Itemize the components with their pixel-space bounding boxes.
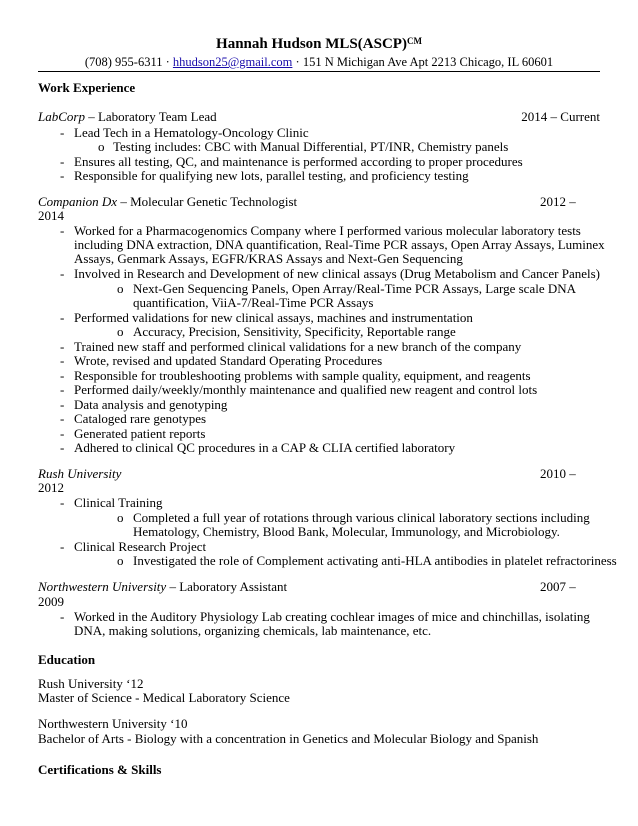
job-dates-end: 2009 [38, 594, 64, 609]
dash-bullet: - [60, 382, 65, 397]
dash-bullet: - [60, 353, 65, 368]
job-dates-end: 2012 [38, 480, 64, 495]
circle-bullet: o [117, 281, 124, 296]
job-dates: 2014 – Current [521, 109, 600, 124]
dash-bullet: - [60, 154, 65, 169]
email-link[interactable]: hhudson25@gmail.com [172, 55, 293, 69]
job-title: – Molecular Genetic Technologist [117, 194, 298, 209]
education-degree: Bachelor of Arts - Biology with a concentration in Genetics and Molecular Biology and Spanish [38, 731, 539, 746]
bullet-item: Trained new staff and performed clinical validations for a new branch of the company [74, 339, 522, 354]
bullet-item: Wrote, revised and updated Standard Operating Procedures [74, 353, 383, 368]
dash-bullet: - [60, 125, 65, 140]
job-header-northwestern [38, 579, 287, 594]
job-title: – Laboratory Assistant [166, 579, 288, 594]
bullet-item: Lead Tech in a Hematology-Oncology Clinic [74, 125, 309, 140]
employer-name: Northwestern University [38, 579, 167, 594]
bullet-item: Worked in the Auditory Physiology Lab creating cochlear images of mice and chinchillas, isolating [74, 609, 590, 624]
bullet-item: Ensures all testing, QC, and maintenance is performed according to proper procedures [74, 154, 523, 169]
dash-bullet: - [60, 495, 65, 510]
circle-bullet: o [98, 139, 105, 154]
header-divider [38, 71, 600, 72]
dash-bullet: - [60, 339, 65, 354]
dash-bullet: - [60, 411, 65, 426]
circle-bullet: o [117, 553, 124, 568]
employer-name: Rush University [38, 466, 122, 481]
job-header-labcorp [38, 109, 217, 124]
section-heading-education: Education [38, 652, 96, 667]
dash-bullet: - [60, 440, 65, 455]
bullet-item: Data analysis and genotyping [74, 397, 228, 412]
job-header-companion-dx [38, 194, 297, 209]
bullet-item: Adhered to clinical QC procedures in a CAP & CLIA certified laboratory [74, 440, 456, 455]
circle-bullet: o [117, 510, 124, 525]
education-school: Northwestern University ‘10 [38, 716, 188, 731]
address-text: · 151 N Michigan Ave Apt 2213 Chicago, IL 60601 [295, 55, 554, 69]
circle-bullet: o [117, 324, 124, 339]
contact-line [0, 55, 638, 70]
section-heading-certifications: Certifications & Skills [38, 762, 162, 777]
dash-bullet: - [60, 397, 65, 412]
employer-name: Companion Dx [38, 194, 118, 209]
job-dates-end: 2014 [38, 208, 64, 223]
dash-bullet: - [60, 168, 65, 183]
sub-bullet-item: Testing includes: CBC with Manual Differential, PT/INR, Chemistry panels [113, 139, 509, 154]
employer-name: LabCorp [38, 109, 85, 124]
job-title: – Laboratory Team Lead [84, 109, 217, 124]
job-header-rush [38, 466, 121, 481]
job-dates: 2010 – [540, 466, 576, 481]
bullet-item: Performed daily/weekly/monthly maintenance and qualified new reagent and control lots [74, 382, 538, 397]
dash-bullet: - [60, 266, 65, 281]
section-heading-work: Work Experience [38, 80, 136, 95]
education-school: Rush University ‘12 [38, 676, 144, 691]
dash-bullet: - [60, 368, 65, 383]
dash-bullet: - [60, 539, 65, 554]
dash-bullet: - [60, 223, 65, 238]
dash-bullet: - [60, 609, 65, 624]
bullet-item: Responsible for troubleshooting problems with sample quality, equipment, and reagents [74, 368, 531, 383]
dash-bullet: - [60, 310, 65, 325]
dash-bullet: - [60, 426, 65, 441]
education-degree: Master of Science - Medical Laboratory Science [38, 690, 290, 705]
name-credential-sup: CM [406, 36, 422, 46]
bullet-item: Worked for a Pharmacogenomics Company where I performed various molecular laboratory tests [74, 223, 581, 238]
bullet-item-cont: Assays, Genmark Assays, EGFR/KRAS Assays and Next-Gen Sequencing [74, 251, 463, 266]
name-text: Hannah Hudson MLS(ASCP) [216, 36, 407, 52]
sub-bullet-item: Accuracy, Precision, Sensitivity, Specificity, Reportable range [133, 324, 456, 339]
bullet-item: Involved in Research and Development of new clinical assays (Drug Metabolism and Cancer Panels) [74, 266, 600, 281]
bullet-item: Generated patient reports [74, 426, 206, 441]
sub-bullet-item-cont: Hematology, Chemistry, Blood Bank, Molecular, Immunology, and Microbiology. [133, 524, 560, 539]
bullet-item: Responsible for qualifying new lots, parallel testing, and proficiency testing [74, 168, 469, 183]
bullet-item: Performed validations for new clinical assays, machines and instrumentation [74, 310, 473, 325]
bullet-item: Clinical Training [74, 495, 163, 510]
job-dates: 2012 – [540, 194, 576, 209]
sub-bullet-item: Investigated the role of Complement activating anti-HLA antibodies in platelet refractoriness [133, 553, 617, 568]
bullet-item: Cataloged rare genotypes [74, 411, 207, 426]
sub-bullet-item: Completed a full year of rotations through various clinical laboratory sections including [133, 510, 590, 525]
bullet-item-cont: including DNA extraction, DNA quantification, Real-Time PCR assays, Open Array Assays, Luminex [74, 237, 605, 252]
phone-text: (708) 955-6311 · [84, 55, 170, 69]
job-dates: 2007 – [540, 579, 576, 594]
resume-name [0, 37, 638, 52]
sub-bullet-item: Next-Gen Sequencing Panels, Open Array/Real-Time PCR Assays, Large scale DNA [133, 281, 577, 296]
bullet-item-cont: DNA, making solutions, organizing chemicals, lab maintenance, etc. [74, 623, 432, 638]
bullet-item: Clinical Research Project [74, 539, 207, 554]
sub-bullet-item-cont: quantification, ViiA-7/Real-Time PCR Assays [133, 295, 374, 310]
